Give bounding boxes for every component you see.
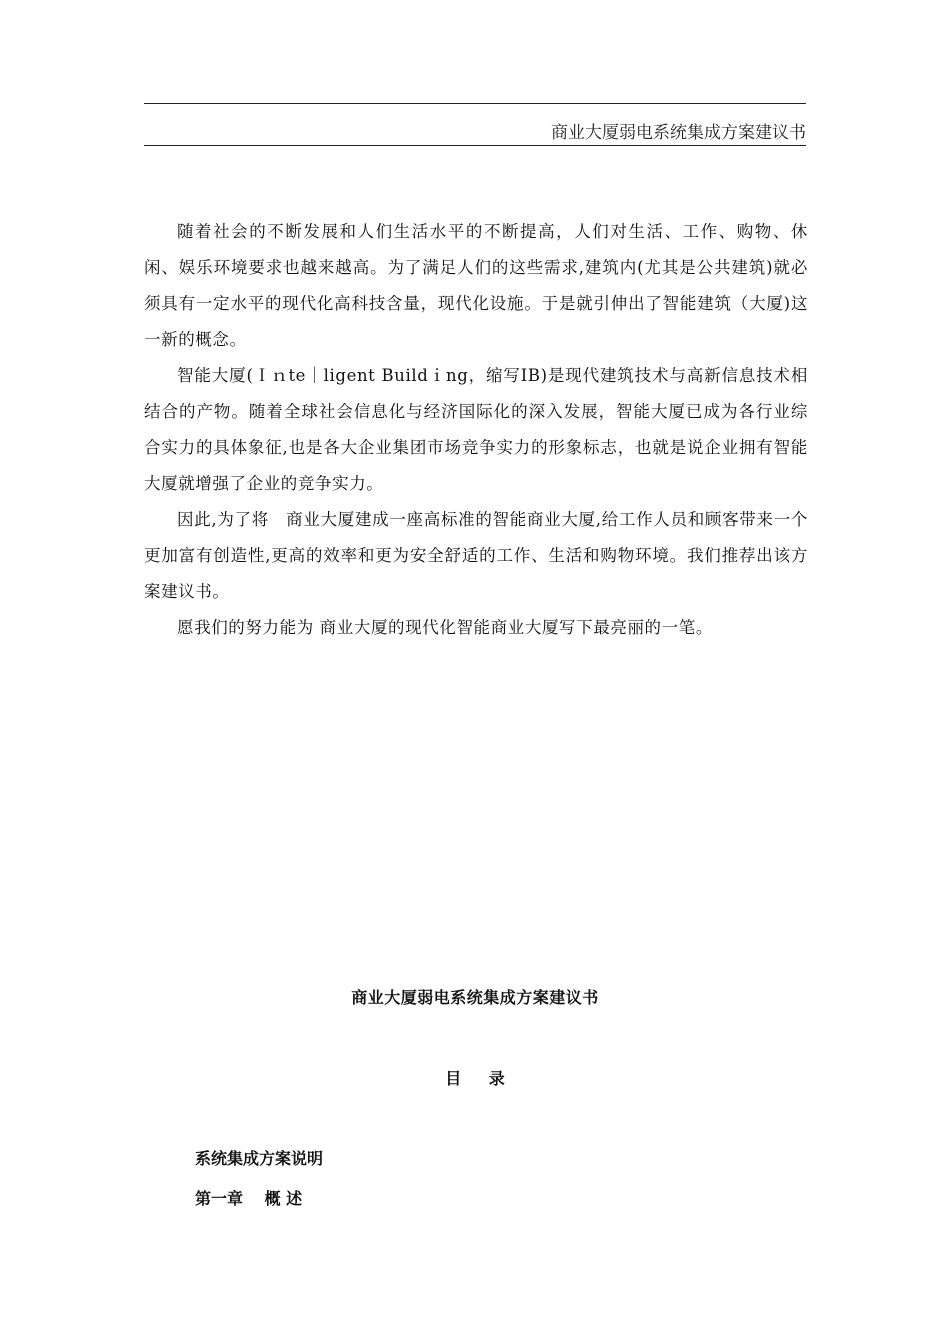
header-rule-top <box>144 103 806 104</box>
preface-paragraph-1: 随着社会的不断发展和人们生活水平的不断提高，人们对生活、工作、购物、休闲、娱乐环境要求也越来越高。为了满足人们的这些需求,建筑内(尤其是公共建筑)就必须具有一定水平的现代化高科技含量，现代化设施。于是就引伸出了智能建筑（大厦)这一新的概念。 <box>144 222 808 349</box>
preface-paragraph-4: 愿我们的努力能为 商业大厦的现代化智能商业大厦写下最亮丽的一笔。 <box>177 618 713 637</box>
preface-paragraph-3: 因此,为了将 商业大厦建成一座高标准的智能商业大厦,给工作人员和顾客带来一个更加富有创造性,更高的效率和更为安全舒适的工作、生活和购物环境。我们推荐出该方案建议书。 <box>144 510 808 601</box>
preface-paragraph-2: 智能大厦(Ｉｎte｜ligent Buildｉng，缩写IB)是现代建筑技术与高新信息技术相结合的产物。随着全球社会信息化与经济国际化的深入发展，智能大厦已成为各行业综合实力的具体象征,也是各大企业集团市场竞争实力的形象标志，也就是说企业拥有智能大厦就增强了企业的竞争实力。 <box>144 366 808 493</box>
preface-body <box>144 214 808 646</box>
toc-heading: 目 录 <box>445 1069 505 1088</box>
toc-entry-system-integration[interactable]: 系统集成方案说明 <box>195 1149 324 1168</box>
document-title: 商业大厦弱电系统集成方案建议书 <box>351 988 599 1007</box>
toc-entry-chapter-1[interactable]: 第一章 概 述 <box>195 1189 303 1208</box>
running-header-title: 商业大厦弱电系统集成方案建议书 <box>551 123 806 143</box>
header-rule-bottom <box>144 145 806 146</box>
